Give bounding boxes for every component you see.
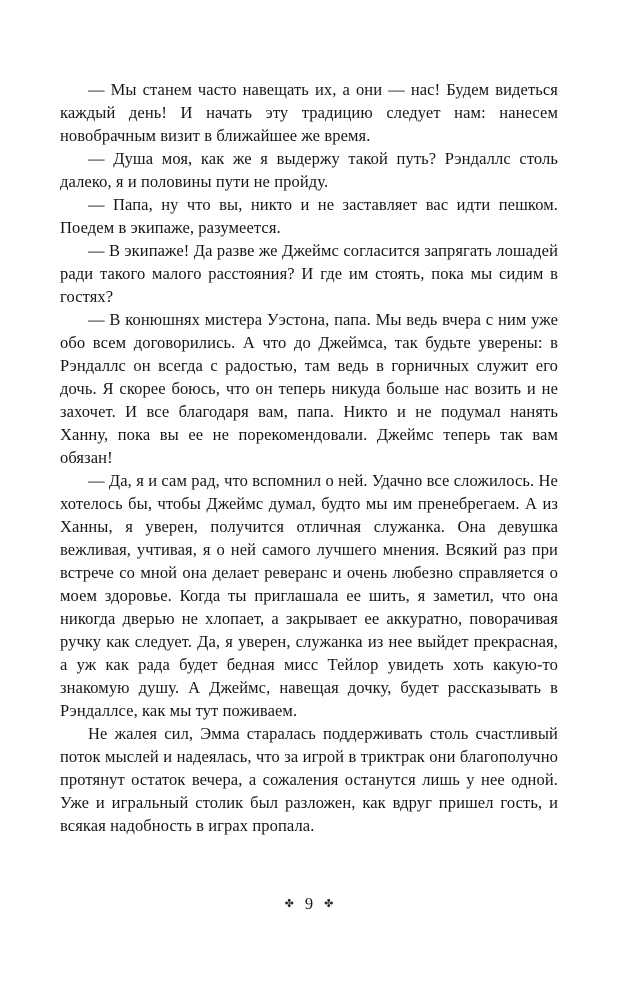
paragraph-1: — Мы станем часто навещать их, а они — нас! Будем видеться каждый день! И начать эту традицию следует нам: нанесем новобрачным визит в ближайшее же время.	[60, 80, 558, 145]
paragraph-7: Не жалея сил, Эмма старалась поддерживать столь счастливый поток мыслей и надеялась, что за игрой в триктрак они благополучно протянут остаток вечера, а сожаления останутся лишь у нее одной. Уже и игральный столик был разложен, как вдруг пришел гость, и всякая надобность в играх пропала.	[60, 724, 558, 835]
paragraph-5: — В конюшнях мистера Уэстона, папа. Мы ведь вчера с ним уже обо всем договорились. А что до Джеймса, так будьте уверены: в Рэндаллс он всегда с радостью, там ведь в горничных служит его дочь. Я скорее боюсь, что он теперь никуда больше нас возить и не захочет. И все благодаря вам, папа. Никто и не подумал нанять Ханну, пока вы ее не порекомендовали. Джеймс теперь так вам обязан!	[60, 310, 558, 467]
page-number: 9	[304, 894, 314, 913]
paragraph-6: — Да, я и сам рад, что вспомнил о ней. Удачно все сложилось. Не хотелось бы, чтобы Джеймс думал, будто мы им пренебрегаем. А из Ханны, я уверен, получится отличная служанка. Она девушка вежливая, учтивая, я о ней самого лучшего мнения. Всякий раз при встрече со мной она делает реверанс и очень любезно справляется о моем здоровье. Когда ты приглашала ее шить, я заметил, что она никогда дверью не хлопает, а закрывает ее аккуратно, поворачивая ручку как следует. Да, я уверен, служанка из нее выйдет прекрасная, а уж как рада будет бедная мисс Тейлор увидеть хоть какую-то знакомую душу. А Джеймс, навещая дочку, будет рассказывать в Рэндаллсе, как мы тут поживаем.	[60, 471, 558, 720]
text-block	[60, 78, 558, 837]
page-footer	[0, 894, 618, 914]
paragraph-3: — Папа, ну что вы, никто и не заставляет вас идти пешком. Поедем в экипаже, разумеется.	[60, 195, 558, 237]
paragraph-4: — В экипаже! Да разве же Джеймс согласится запрягать лошадей ради такого малого расстояния? И где им стоять, пока мы сидим в гостях?	[60, 241, 558, 306]
fleuron-right-icon: ✤	[324, 897, 334, 910]
paragraph-2: — Душа моя, как же я выдержу такой путь? Рэндаллс столь далеко, я и половины пути не пройду.	[60, 149, 558, 191]
fleuron-left-icon: ✤	[284, 897, 294, 910]
